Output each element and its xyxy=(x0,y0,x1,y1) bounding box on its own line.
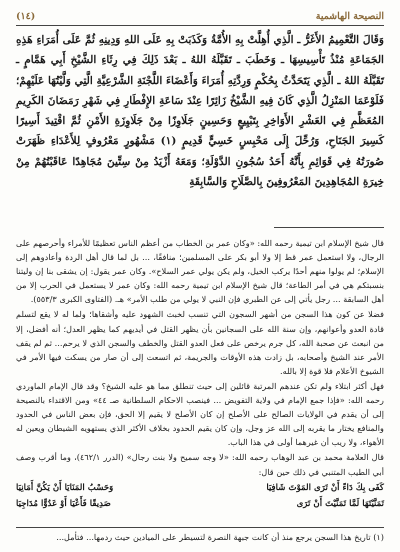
verse-hemistich: وَحَسْبُ المَنَايَا أَنْ يَكُنَّ أَمَانِيَا xyxy=(16,482,114,493)
verse-line-1 xyxy=(16,481,384,495)
header-rule xyxy=(16,25,384,26)
verse-line-2 xyxy=(16,497,384,511)
main-text xyxy=(16,30,384,192)
page-header xyxy=(16,9,384,23)
footnote-4: قال العلامة محمد بن عبد الوهاب رحمه الله: «لا وجه سميح ولا بنت رجال» (الدرر ٤٦٢/١)، وما أقرب وصف أبي الطيب المتنبي في ذلك حين قال: xyxy=(16,452,384,477)
footnote-1: قال شيخ الإسلام ابن تيمية رحمه الله: «وكان عمر بن الخطاب من أعظم الناس تعظيمًا للأمراء وأحرصهم على الرجال، ولا استعمل عمر قط إلا ولا أبو بكر على المسلمين؛ منافقًا، ... بل لما قال أهل الردة وأعادوهم إلى الإسلام؛ لم يولوا منهم أحدًا يركب الخيل، ولم يكن يولي عمر السلاح». وكان عمر يقول: إن يشقى بنا إن وليتنا بنسبتكم هي في أمر الطاعة؛ قال شيخ الإسلام ابن تيمية رحمه الله: وكان عمر لا يستعمل في الحرب إلا من أهل السابقة ... رجل يأتي إلى عن الطبري فإن النبي لا يولي من طلب الأمر» هـ. (الفتاوى الكبرى ٥٥٣/٣). xyxy=(16,238,384,305)
verse-hemistich: كَفَى بِكَ دَاءً أَنْ تَرَى المَوْتَ شَافِيَا xyxy=(266,482,384,493)
footnote-separator xyxy=(274,227,384,228)
page-number: (١٤) xyxy=(16,10,36,22)
last-footnote-text: (١) تاريخ هذا السجن يرجع منذ أن كانت جبهة النصرة لتسيطر على الميادين حيث ردمها... فتأمل... xyxy=(56,532,384,542)
running-title: النصيحة الهاشمية xyxy=(315,10,384,22)
footnote-2: فضلا عن كون هذا السجن من أشهر السجون التي تنسب لخبث الشهود عليه وأشقاها؛ ولما له لا يقع لتسلم قادة العدو وأعوانهم، وإن سنة الله على السجانين بأن يظهر القتل في أيديهم كما يظهر العدل؛ أنه أفضل، إلا من انبعث عن صحبة الله، كل جرم يرخص على فعل العدو القتل والخطف والسجن الذي لا يرحم... ثم لم يقف الأمر عند الشيخ وأصحابه، بل زادت هذه الأوقات والجريمة، ثم اتسعت إلى أن صار من يسكت فيها الأمر في الشيوخ الأعلام فلا قوة إلا بالله. xyxy=(16,309,384,376)
footnote-3: فهل أكثر ابتلاء ولم تكن عندهم المرتبة قائلين إلى حيث تنطلق مما هو عليه الشيخ؟ وقد قال الإمام الماوردي رحمه الله: «فإذا جمع الإمام في ولاية التفويض ... فينصب الاحكام السلطانية صـ ٤٤» ومن الاقتداء بالنصيحة إلى أن يقدم في الولايات الصالح على الأصلح إن كان الأصلح لا يقيم إلا الحق، فإن بعض الناس في الحدود والمنافع يختار ما يقربه إلى الله عز وجل، وإن كان يقيم الحدود بخلاف الأكثر الذي يستهويه الشيطان ويعين له الأهواء، ولا ريب أن غيرهما أولى في هذا الباب. xyxy=(16,380,385,448)
body-paragraph: وَقَالَ التَّعْمِيمُ الأَغَرُّ ـ الَّذِي أُهِلَّتْ بِهِ الأُمَّةُ وَكَذَبَتْ بِهِ عَلَى اللهِ وَدِينِهِ ثُمَّ عَلَى أُمَرَاءِ هَذِهِ الجَمَاعَةِ مُنْذُ تَأْسِيسِهَا ـ وَخَطَبَ ـ تَقَبَّلَهُ اللهُ ـ بَعْدَ ذَلِكَ فِي رِثَاءِ الشَّيْخِ أَبِي هَمَّامٍ ـ تَقَبَّلَهُ اللهُ ـ الَّذِي يَتَحَدَّثُ بِحُكْمٍ وَرِدَّتِهِ أُمَرَاءَ وَأَعْضَاءَ اللَّجْنَةِ الشَّرْعِيَّةِ الَّتِي وَلَّيْتُهَا عَلَيْهِمْ؛ فَلَوْعَمَا المَنْزِلُ الَّذِي كَانَ فِيهِ الشَّيْخُ زَائِرًا عِنْدَ سَاعَةِ الإِفْطَارِ فِي شَهْرِ رَمَضَانَ الكَرِيمِ المُعَظَّمِ فِي العَشْرِ الأَوَاخِرِ بِتَبْيِيعٍ وَحَسِينٍ جَلَاوِزًا مِنْ جَلَاوِزَةِ الأَمْنِ ثُمَّ اقْتِيدَ أَسِيرًا كَسِيرَ الجَنَاحِ، وَرُحِّلَ إِلَى مَحْبِسٍ خَسِيٍّ قَدِيمٍ (١) مَشْهُورٍ مَعْرُوفٍ لِلأَعْدَاءِ ظَهَرَتْ صُورَتُهُ فِي قَوَائِمِ بِأَنَّهُ أَحَدُ سُجُونِ الدَّوْلَةِ؛ وَمَعَهُ أَزْيَدُ مِنْ سِتِّينَ مُجَاهِدًا عَاقَبْتُهُمْ مِنْ خِيرَةِ المُجَاهِدِينَ المَعْرُوفِينَ بِالصَّلَاحِ وَالسَّابِقَةِ xyxy=(16,34,385,189)
verse-hemistich: تَمَنَّيْتَهَا لَمَّا تَمَنَّيْتَ أَنْ تَرَى xyxy=(296,498,384,509)
footnotes xyxy=(16,236,384,513)
verse-hemistich: صَدِيقًا فَأَعْيَا أَوْ عَدُوًّا مُدَاجِيَا xyxy=(16,498,111,509)
bottom-footnote xyxy=(16,527,384,543)
